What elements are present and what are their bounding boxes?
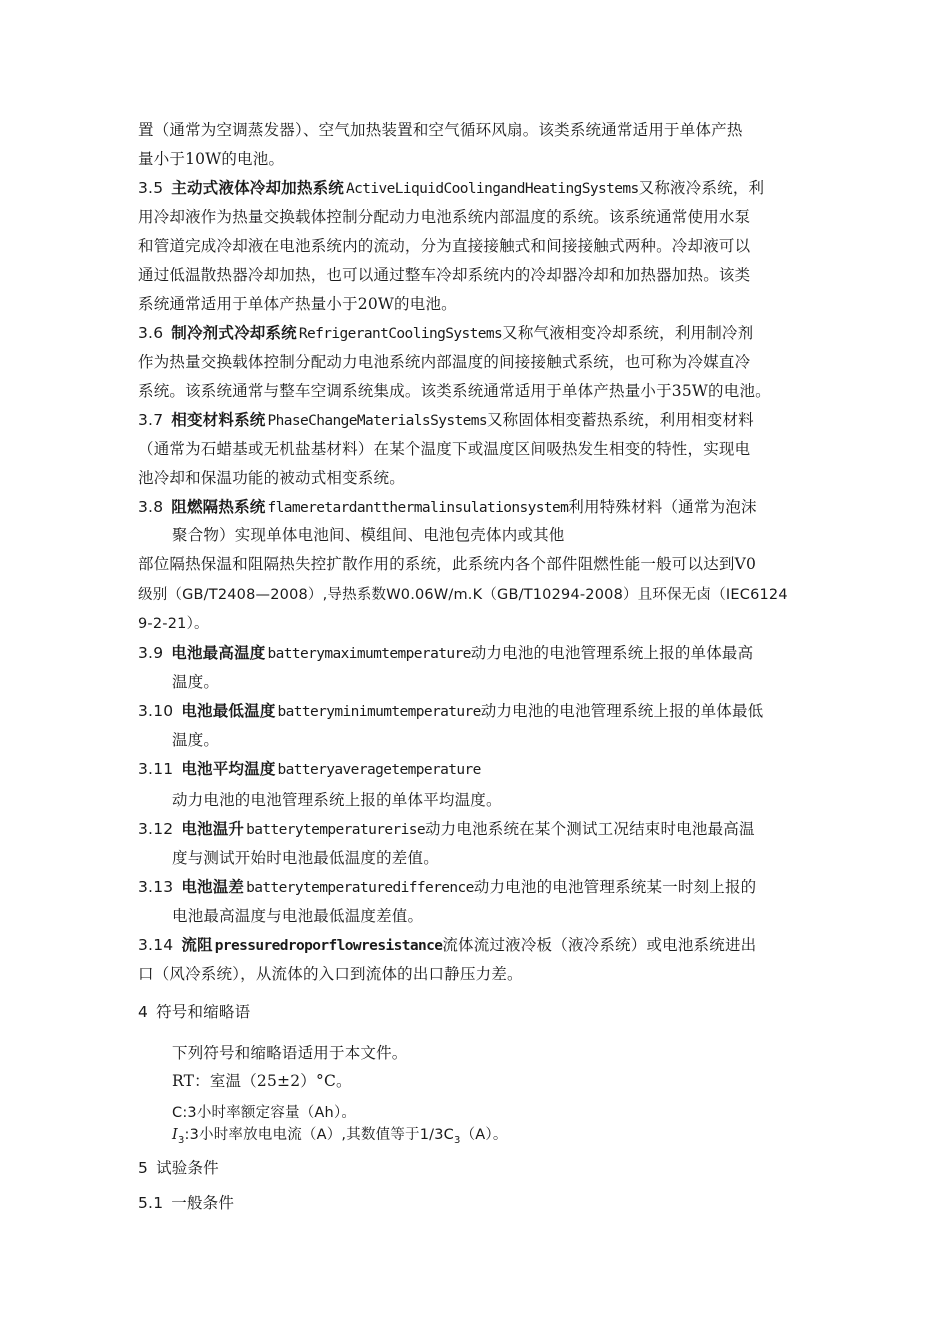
clause-number: 3.8 (138, 498, 164, 516)
clause-text: 动力电池的电池管理系统上报的单体最高 (470, 644, 754, 662)
clause-term-english: batterytemperaturerise (246, 822, 425, 838)
paragraph-line: 口（风冷系统），从流体的入口到流体的出口静压力差。 (138, 965, 523, 983)
clause-term-english: batteryaveragetemperature (277, 762, 481, 778)
paragraph-line: 聚合物）实现单体电池间、模组间、电池包壳体内或其他 (172, 526, 565, 544)
clause-term: 相变材料系统 (171, 411, 266, 429)
section-heading-5-1 (138, 1193, 234, 1213)
paragraph-line: 通过低温散热器冷却加热，也可以通过整车冷却系统内的冷却器冷却和加热器加热。该类 (138, 266, 751, 284)
clause-text: 利用特殊材料（通常为泡沫 (568, 498, 757, 516)
paragraph-line: 量小于10W的电池。 (138, 150, 285, 168)
paragraph-line: 度与测试开始时电池最低温度的差值。 (172, 849, 439, 867)
paragraph-line: 系统。该系统通常与整车空调系统集成。该类系统通常适用于单体产热量小于35W的电池。 (138, 382, 771, 400)
clause-text: 流体流过液冷板（液冷系统）或电池系统进出 (442, 936, 757, 954)
subscript: 3 (454, 1134, 461, 1146)
section-title: 一般条件 (171, 1194, 235, 1212)
clause-term: 电池最低温度 (181, 702, 276, 720)
clause-term-english: flameretardantthermalinsulationsystem (267, 500, 569, 516)
subscript: 3 (177, 1134, 185, 1146)
section-number: 5.1 (138, 1194, 164, 1212)
paragraph-line: 电池最高温度与电池最低温度差值。 (172, 907, 424, 925)
clause-text: 动力电池系统在某个测试工况结束时电池最高温 (424, 820, 755, 838)
clause-3-10 (138, 701, 763, 722)
clause-3-13 (138, 877, 756, 898)
clause-term-english: batteryminimumtemperature (277, 704, 481, 720)
clause-term: 流阻 (181, 936, 213, 954)
clause-number: 3.12 (138, 820, 174, 838)
section-title: 试验条件 (156, 1159, 219, 1177)
paragraph-line: RT：室温（25±2）°C。 (172, 1072, 352, 1090)
paragraph-line: 池冷却和保温功能的被动式相变系统。 (138, 469, 405, 487)
clause-term-english: batterytemperaturedifference (246, 880, 474, 896)
paragraph-line: 系统通常适用于单体产热量小于20W的电池。 (138, 295, 457, 313)
clause-number: 3.10 (138, 702, 174, 720)
clause-number: 3.6 (138, 324, 164, 342)
clause-term-english: PhaseChangeMaterialsSystems (267, 413, 487, 429)
section-heading-4 (138, 1002, 250, 1022)
clause-number: 3.11 (138, 760, 174, 778)
clause-3-6 (138, 323, 753, 344)
clause-text: 又称气液相变冷却系统，利用制冷剂 (502, 324, 754, 342)
clause-term-english: RefrigerantCoolingSystems (298, 326, 503, 342)
paragraph-line: C:3小时率额定容量（Ah）。 (172, 1105, 357, 1121)
clause-number: 3.7 (138, 411, 164, 429)
clause-term-english: batterymaximumtemperature (267, 646, 471, 662)
clause-term: 阻燃隔热系统 (171, 498, 266, 516)
paragraph-line: 温度。 (172, 731, 220, 749)
clause-text: 动力电池的电池管理系统上报的单体最低 (480, 702, 764, 720)
section-title: 符号和缩略语 (156, 1003, 251, 1021)
clause-number: 3.5 (138, 179, 164, 197)
clause-term: 电池温升 (181, 820, 245, 838)
clause-text: 又称液冷系统，利 (638, 179, 765, 197)
clause-3-7 (138, 410, 754, 431)
clause-number: 3.14 (138, 936, 174, 954)
clause-3-5 (138, 178, 764, 199)
paragraph-line: 9-2-21）。 (138, 616, 209, 632)
paragraph-line: 和管道完成冷却液在电池系统内的流动，分为直接接触式和间接接触式两种。冷却液可以 (138, 237, 751, 255)
clause-3-11 (138, 759, 481, 780)
section-number: 5 (138, 1159, 149, 1177)
clause-3-14 (138, 935, 756, 956)
paragraph-line: 温度。 (172, 673, 220, 691)
clause-term: 电池最高温度 (171, 644, 266, 662)
clause-term: 制冷剂式冷却系统 (171, 324, 297, 342)
paragraph-line: 动力电池的电池管理系统上报的单体平均温度。 (172, 791, 502, 809)
clause-term: 主动式液体冷却加热系统 (171, 179, 344, 197)
section-number: 4 (138, 1003, 149, 1021)
clause-term-english: pressuredroporflowresistance (214, 938, 443, 954)
clause-3-8 (138, 497, 757, 518)
clause-text: 又称固体相变蓄热系统，利用相变材料 (486, 411, 754, 429)
paragraph-line: 级别（GB/T2408—2008）,导热系数W0.06W/m.K（GB/T10294-2008）且环保无卤（IEC6124 (138, 587, 788, 603)
paragraph-line: （通常为石蜡基或无机盐基材料）在某个温度下或温度区间吸热发生相变的特性，实现电 (138, 440, 751, 458)
definition-text: （A）。 (460, 1127, 508, 1143)
paragraph-line: 置（通常为空调蒸发器）、空气加热装置和空气循环风扇。该类系统通常适用于单体产热 (138, 121, 743, 139)
clause-term-english: ActiveLiquidCoolingandHeatingSystems (345, 181, 639, 197)
clause-3-12 (138, 819, 755, 840)
paragraph-line (172, 1125, 508, 1151)
clause-3-9 (138, 643, 753, 664)
clause-text: 动力电池的电池管理系统某一时刻上报的 (473, 878, 757, 896)
symbol-current: I (172, 1127, 178, 1143)
paragraph-line: 下列符号和缩略语适用于本文件。 (172, 1044, 408, 1062)
clause-number: 3.13 (138, 878, 174, 896)
section-heading-5 (138, 1158, 219, 1178)
paragraph-line: 用冷却液作为热量交换载体控制分配动力电池系统内部温度的系统。该系统通常使用水泵 (138, 208, 751, 226)
definition-text: :3小时率放电电流（A）,其数值等于1/3C (184, 1127, 454, 1143)
clause-term: 电池平均温度 (181, 760, 276, 778)
paragraph-line: 部位隔热保温和阻隔热失控扩散作用的系统，此系统内各个部件阻燃性能一般可以达到V0 (138, 555, 757, 573)
clause-term: 电池温差 (181, 878, 245, 896)
clause-number: 3.9 (138, 644, 164, 662)
paragraph-line: 作为热量交换载体控制分配动力电池系统内部温度的间接接触式系统，也可称为冷媒直冷 (138, 353, 751, 371)
